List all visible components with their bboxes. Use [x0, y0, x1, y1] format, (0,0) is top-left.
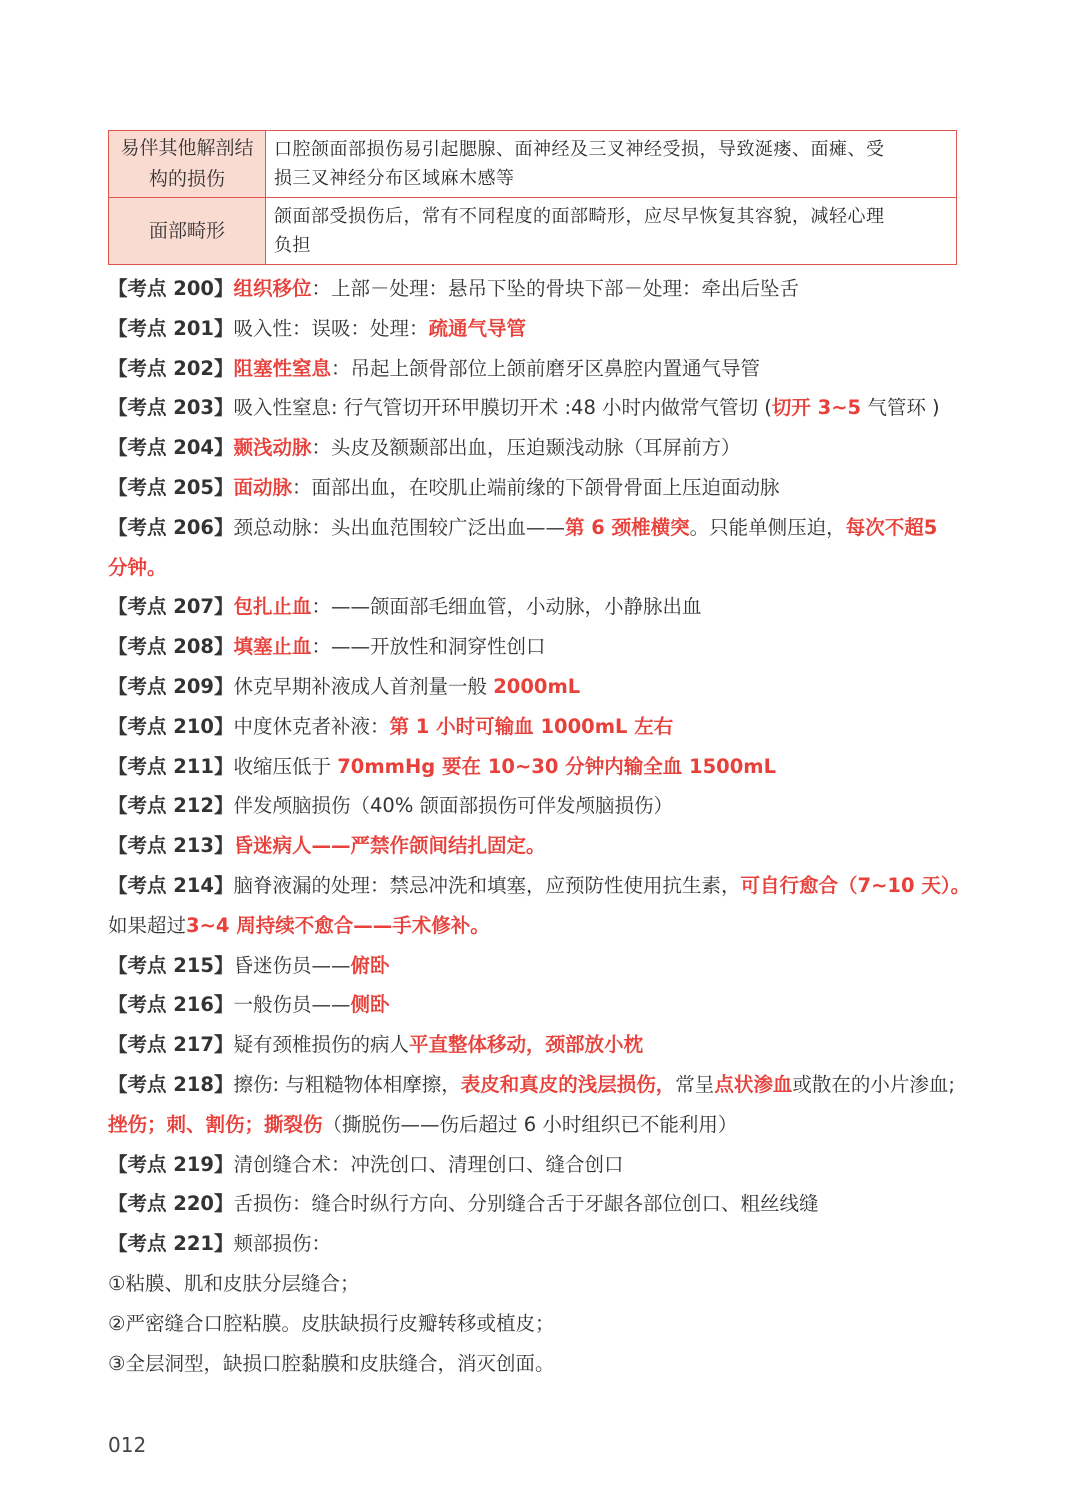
body-text: 昏迷伤员—— [233, 953, 351, 977]
body-text: 气管环 ) [861, 396, 940, 420]
exam-point-line [108, 870, 971, 898]
exam-point-line [108, 1149, 966, 1177]
body-text: 颈总动脉：头出血范围较广泛出血—— [233, 515, 566, 539]
table-row-body [266, 198, 957, 265]
highlight-text: 挫伤；刺、割伤；撕裂伤 [108, 1112, 323, 1136]
point-label: 【考点 205】 [108, 476, 234, 499]
body-text: 舌损伤：缝合时纵行方向、分别缝合舌于牙龈各部位创口、粗丝线缝 [233, 1192, 819, 1216]
highlight-text: 可自行愈合（7~10 天）。 [740, 874, 971, 897]
body-text: ②严密缝合口腔粘膜。皮肤缺损行皮瓣转移或植皮； [108, 1311, 555, 1335]
highlight-text: 俯卧 [350, 953, 390, 977]
body-text: ：头皮及额颞部出血，压迫颞浅动脉（耳屏前方） [311, 436, 741, 460]
highlight-text: 每次不超5 [845, 515, 938, 539]
point-label: 【考点 208】 [108, 635, 234, 659]
exam-point-line [108, 910, 966, 938]
highlight-text: 阻塞性窒息 [233, 356, 332, 380]
exam-point-line [108, 512, 966, 540]
point-label: 【考点 214】 [108, 874, 234, 897]
highlight-text: 面动脉 [233, 476, 293, 499]
exam-point-line [108, 711, 966, 739]
body-text: ①粘膜、肌和皮肤分层缝合； [108, 1272, 360, 1295]
exam-point-line [108, 1228, 966, 1256]
body-text: 中度休克者补液： [233, 714, 390, 738]
exam-point-line [108, 392, 966, 420]
highlight-text: 颞浅动脉 [233, 436, 312, 460]
point-label: 【考点 221】 [108, 1232, 234, 1256]
point-label: 【考点 218】 [108, 1073, 234, 1096]
body-text: 收缩压低于 [233, 754, 338, 778]
exam-point-line [108, 552, 966, 580]
highlight-text: 表皮和真皮的浅层损伤， [460, 1073, 676, 1096]
body-text: ：面部出血，在咬肌止端前缘的下颌骨骨面上压迫面动脉 [292, 476, 780, 499]
point-label: 【考点 207】 [108, 595, 234, 619]
highlight-text: 昏迷病人——严禁作颌间结扎固定。 [233, 834, 546, 858]
table-row-body [266, 131, 957, 198]
highlight-text: 3~4 周持续不愈合——手术修补。 [186, 913, 490, 937]
highlight-text: 70mmHg 要在 10~30 分钟内输全血 1500mL [337, 754, 777, 778]
highlight-text: 点状渗血 [714, 1073, 793, 1096]
body-text: 擦伤: 与粗糙物体相摩擦， [233, 1073, 461, 1096]
body-text: 休克早期补液成人首剂量一般 [233, 675, 494, 698]
body-text: 常呈 [675, 1073, 715, 1096]
exam-point-line [108, 671, 966, 699]
highlight-text: 包扎止血 [233, 595, 312, 619]
header-line: 构的损伤 [148, 168, 225, 190]
highlight-text: 组织移位 [233, 277, 312, 300]
point-label: 【考点 209】 [108, 675, 234, 698]
exam-point-line [108, 1109, 966, 1137]
point-label: 【考点 200】 [108, 277, 234, 300]
point-label: 【考点 217】 [108, 1033, 234, 1057]
point-label: 【考点 211】 [108, 754, 234, 778]
exam-point-line [108, 353, 966, 381]
body-text: 颊部损伤： [233, 1232, 332, 1256]
point-label: 【考点 216】 [108, 993, 234, 1017]
exam-point-line [108, 1029, 966, 1057]
body-text: ：——开放性和洞穿性创口 [311, 635, 546, 659]
body-text: 吸入性窒息: 行气管切开环甲膜切开术 :48 小时内做常气管切 ( [233, 396, 772, 420]
exam-point-line [108, 1308, 966, 1336]
table-row-header [109, 198, 266, 265]
body-text: 如果超过 [108, 913, 187, 937]
body-text: ：上部－处理：悬吊下坠的骨块下部－处理：牵出后坠舌 [311, 277, 800, 300]
body-line: 负担 [274, 235, 311, 256]
body-text: 伴发颅脑损伤（40% 颌面部损伤可伴发颅脑损伤） [233, 794, 674, 818]
highlight-text: 填塞止血 [233, 635, 312, 659]
point-label: 【考点 204】 [108, 436, 234, 460]
body-text: ：吊起上颌骨部位上颌前磨牙区鼻腔内置通气导管 [331, 356, 761, 380]
highlight-text: 第 6 颈椎横突 [565, 515, 690, 539]
exam-point-line [108, 432, 966, 460]
exam-point-line [108, 790, 966, 818]
body-text: ：——颌面部毛细血管，小动脉，小静脉出血 [311, 595, 702, 619]
exam-point-line [108, 751, 966, 779]
highlight-text: 侧卧 [350, 993, 390, 1017]
page-number: 012 [108, 1433, 147, 1457]
body-line: 损三叉神经分布区域麻木感等 [274, 168, 515, 189]
highlight-text: 切开 3~5 [771, 396, 862, 420]
point-label: 【考点 213】 [108, 834, 234, 858]
header-line: 面部畸形 [148, 219, 225, 242]
table-row [109, 198, 957, 265]
table-row [109, 131, 957, 198]
exam-point-line [108, 1348, 966, 1376]
highlight-text: 平直整体移动，颈部放小枕 [409, 1033, 644, 1057]
highlight-text: 疏通气导管 [428, 316, 527, 340]
exam-point-line [108, 631, 966, 659]
point-label: 【考点 212】 [108, 794, 234, 818]
exam-point-line [108, 830, 966, 858]
body-text: 或散在的小片渗血; [792, 1073, 955, 1096]
body-text: 疑有颈椎损伤的病人 [233, 1033, 410, 1057]
body-text: 吸入性：误吸：处理： [233, 316, 429, 340]
body-text: 一般伤员—— [233, 993, 351, 1017]
exam-point-line [108, 1268, 966, 1296]
exam-point-line [108, 1069, 966, 1097]
exam-point-line [108, 1188, 966, 1216]
body-text: ③全层洞型，缺损口腔黏膜和皮肤缝合，消灭创面。 [108, 1351, 555, 1375]
point-label: 【考点 215】 [108, 953, 234, 977]
exam-point-line [108, 273, 966, 301]
highlight-text: 2000mL [493, 675, 581, 698]
exam-point-line [108, 989, 966, 1017]
point-label: 【考点 201】 [108, 316, 234, 340]
body-line: 颌面部受损伤后，常有不同程度的面部畸形，应尽早恢复其容貌，减轻心理 [274, 206, 885, 227]
point-label: 【考点 203】 [108, 396, 234, 420]
point-label: 【考点 219】 [108, 1152, 234, 1176]
point-label: 【考点 220】 [108, 1192, 234, 1216]
body-text: 清创缝合术：冲洗创口、清理创口、缝合创口 [233, 1152, 624, 1176]
body-line: 口腔颌面部损伤易引起腮腺、面神经及三叉神经受损，导致涎瘘、面瘫、受 [274, 139, 885, 160]
exam-point-line [108, 950, 966, 978]
info-table [108, 130, 957, 265]
exam-point-line [108, 472, 966, 500]
highlight-text: 分钟。 [108, 555, 167, 579]
exam-point-line [108, 313, 966, 341]
exam-point-line [108, 591, 966, 619]
point-label: 【考点 202】 [108, 356, 234, 380]
header-line: 易伴其他解剖结 [120, 137, 254, 159]
body-text: （撕脱伤——伤后超过 6 小时组织已不能利用） [322, 1112, 738, 1136]
body-text: 。只能单侧压迫， [689, 515, 846, 539]
point-label: 【考点 210】 [108, 714, 234, 738]
body-text: 脑脊液漏的处理：禁忌冲洗和填塞，应预防性使用抗生素， [233, 874, 741, 897]
point-label: 【考点 206】 [108, 515, 234, 539]
highlight-text: 第 1 小时可输血 1000mL 左右 [389, 714, 674, 738]
table-row-header [109, 131, 266, 198]
